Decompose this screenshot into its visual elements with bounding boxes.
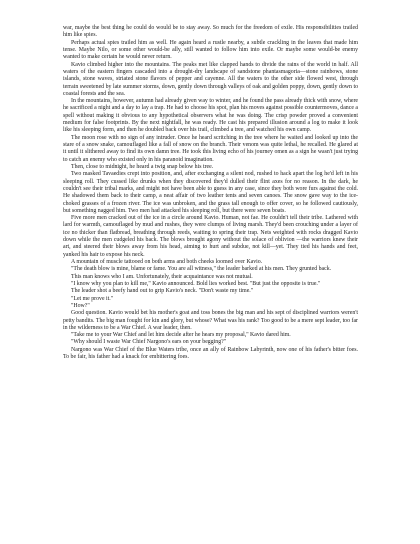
paragraph: "Take me to your War Chief and let him decide after he hears my proposal," Kavio dared him.	[71, 332, 291, 339]
body-text	[63, 25, 358, 361]
paragraph: The leader shot a beefy hand out to grip Kavio's neck. "Don't waste my time."	[71, 288, 254, 295]
paragraph: The moon rose with no sign of any intruder. Once he heard scritching in the tree where he waited and looked up into the stare of a snow snake, camouflaged like a fall of snow on the branch. Their venom was quite lethal, he recalled. He glared at it until it slithered away to find its own damn tree. He took this living echo of his journey omen as a sign he wasn't just trying to catch an enemy who existed only in his paranoid imagination.	[63, 134, 358, 163]
paragraph: Five more men cracked out of the ice in a circle around Kavio. Human, not fae. He couldn't tell their tribe. Lathered with lard for warmth, camouflaged by mud and rushes, they were clumps of living marsh. They'd been crouching under a layer of ice no thicker than flatbread, breathing through reeds, waiting to spring their trap. Nets weighted with rocks dragged Kavio down while the men cudgeled his back. The blows brought agony without the solace of oblivion —the warriors knew their art, and steered their blows away from his head, aiming to hurt and subdue, not kill—yet. They tied his hands and feet, yanked his hair to expose his neck.	[63, 215, 358, 258]
paragraph: In the mountains, however, autumn had already given way to winter, and he found the pass already thick with snow, where he sacrificed a night and a day to lay a trap. He had to choose his spot, plan his moves against possible countermoves, dance a spell without making it obvious to any hypothetical observers what he was doing. The crisp powder proved a convenient medium for false footprints. By the next nightfall, he was ready. He cast his prepared illusion around a log to make it look like his sleeping form, and then he doubled back over his trail, climbed a tree, and watched his own camp.	[63, 98, 358, 134]
paragraph: "Why should I waste War Chief Nargono's ears on your begging?"	[71, 339, 227, 346]
paragraph: "I know why you plan to kill me," Kavio announced. Bold lies worked best. "But just the opposite is true."	[71, 280, 321, 287]
paragraph: Kavio climbed higher into the mountains. The peaks met like clapped hands to divide the rains of the world in half. All waters of the eastern fingers cascaded into a drought-dry landscape of sandstone phantasmagoria—stone rainbows, stone islands, stone waves, striated stone flavors of pepper and cayenne. All the waters to the other side flowed west, through terrain sweetened by late summer storms, down, gently down through valleys of oak and golden poppy, down, gently down to coastal forests and the sea.	[63, 61, 358, 97]
paragraph: war, maybe the best thing he could do would be to stay away. So much for the freedom of exile. His responsibilities trailed him like spies.	[63, 25, 358, 39]
paragraph: Two masked Tavaedies crept into position, and, after exchanging a silent nod, rushed to hack apart the log he'd left in his sleeping roll. They cussed like drunks when they discovered they'd dulled their flint axes for no reason. In the dark, he couldn't see their tribal marks, and might not have been able to guess in any case, since they both wore furs against the cold. He shadowed them back to their camp, a neat affair of two leather tents and seven canoes. The snow gave way to the ice-choked grasses of a frozen river. The ice was unbroken, and the grass tall enough to offer cover, so he followed cautiously, but something nagged him. Two men had attacked his sleeping roll, but there were seven boats.	[63, 171, 358, 214]
paragraph: Good question. Kavio would bet his mother's goat and toss bones the big man and his sept of disciplined warriors weren't petty bandits. The big man fought for kin and glory, but whose? What was his rank? Too good to be a mere sept leader, too far in the wilderness to be a War Chief. A war leader, then.	[63, 310, 358, 331]
paragraph: "Let me prove it."	[71, 295, 114, 302]
paragraph: A mountain of muscle tattooed on both arms and both cheeks loomed over Kavio.	[71, 259, 263, 265]
paragraph: This man knows who I am. Unfortunately, their acquaintance was not mutual.	[71, 273, 253, 280]
paragraph: "The death blow is mine, blame or fame. You are all witness," the leader barked at his men. They grunted back.	[71, 266, 332, 273]
paragraph: Then, close to midnight, he heard a twig snap below his tree.	[71, 163, 214, 170]
paragraph: Perhaps actual spies trailed him as well. He again heard a rustle nearby, a subtle crackling in the leaves that made him tense. Maybe Nilo, or some other would-be ally, still wanted to follow him into exile. Or maybe some would-be enemy wanted to make certain he would never return.	[63, 39, 358, 61]
paragraph: "How?"	[71, 302, 90, 309]
paragraph: Nargono was War Chief of the Blue Waters tribe, once an ally of Rainbow Labyrinth, now one of his father's bitter foes. To be fair, his father had a knack for embittering foes.	[63, 346, 358, 361]
